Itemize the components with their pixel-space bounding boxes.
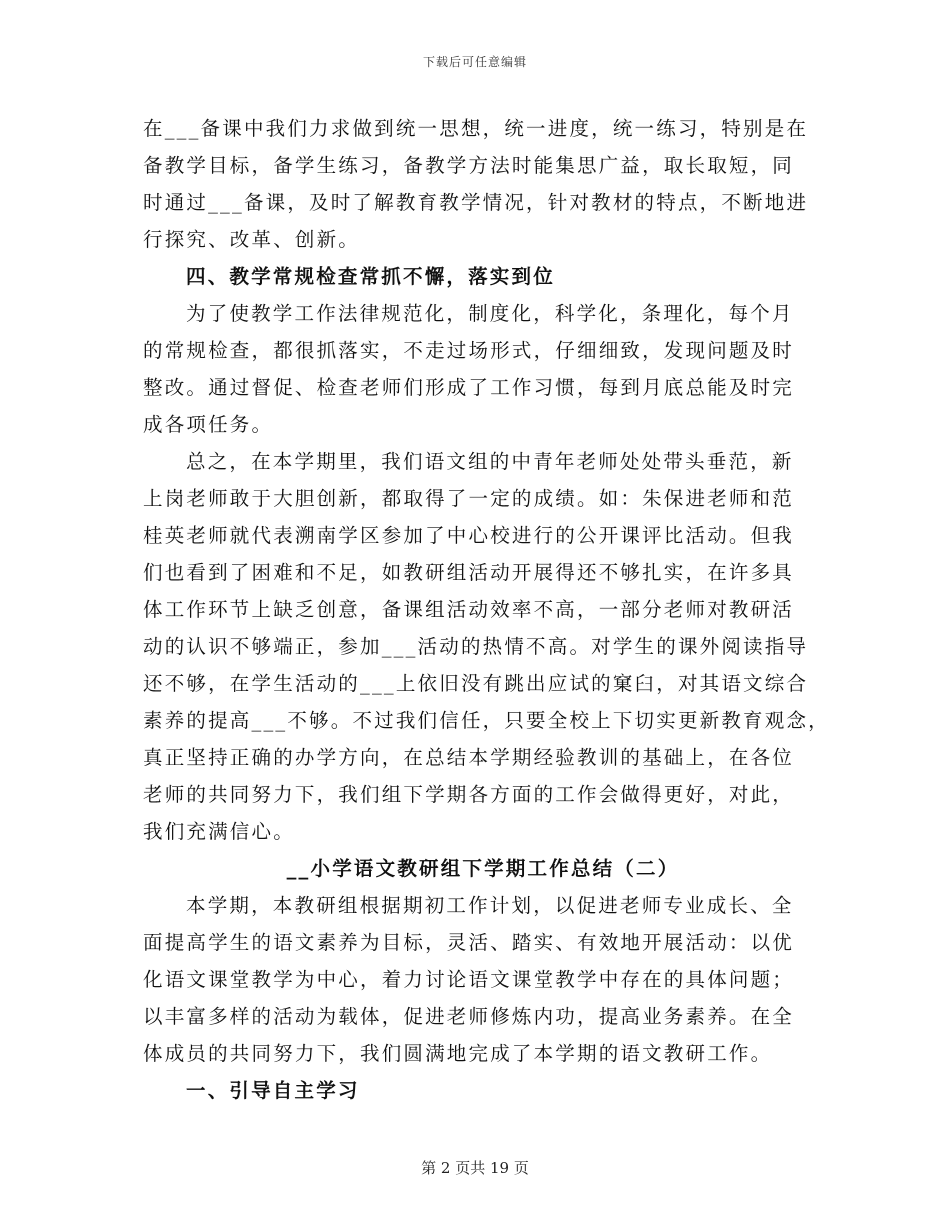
paragraph-line: 化语文课堂教学为中心，着力讨论语文课堂教学中存在的具体问题； [143, 968, 795, 991]
paragraph-line: 体成员的共同努力下，我们圆满地完成了本学期的语文教研工作。 [143, 1042, 773, 1065]
document-body [143, 110, 830, 1109]
paragraph-line: 时通过___备课，及时了解教育教学情况，针对教材的特点，不断地进 [143, 191, 809, 214]
paragraph-line: 真正坚持正确的办学方向，在总结本学期经验教训的基础上，在各位 [143, 746, 795, 769]
paragraph-line: 上岗老师敢于大胆创新，都取得了一定的成绩。如：朱保进老师和范 [143, 487, 795, 510]
paragraph-line: 本学期，本教研组根据期初工作计划，以促进老师专业成长、全 [186, 894, 794, 917]
paragraph-line: 为了使教学工作法律规范化，制度化，科学化，条理化，每个月 [186, 302, 794, 325]
paragraph-line: 以丰富多样的活动为载体，促进老师修炼内功，提高业务素养。在全 [143, 1005, 795, 1028]
paragraph-line: 整改。通过督促、检查老师们形成了工作习惯，每到月底总能及时完 [143, 376, 795, 399]
paragraph-line: 动的认识不够端正，参加___活动的热情不高。对学生的课外阅读指导 [143, 635, 809, 658]
page-header: 下载后可任意编辑 [422, 55, 527, 69]
paragraph-line: 素养的提高___不够。不过我们信任，只要全校上下切实更新教育观念， [143, 709, 830, 732]
paragraph-line: 们也看到了困难和不足，如教研组活动开展得还不够扎实，在许多具 [143, 561, 795, 584]
paragraph-line: 老师的共同努力下，我们组下学期各方面的工作会做得更好，对此， [143, 783, 795, 806]
paragraph-line: 行探究、改革、创新。 [143, 228, 361, 251]
section-heading: 四、教学常规检查常抓不懈，落实到位 [186, 265, 555, 288]
paragraph-line: 在___备课中我们力求做到统一思想，统一进度，统一练习，特别是在 [143, 117, 809, 140]
paragraph-line: 总之，在本学期里，我们语文组的中青年老师处处带头垂范，新 [186, 450, 794, 473]
paragraph-line: 面提高学生的语文素养为目标，灵活、踏实、有效地开展活动：以优 [143, 931, 795, 954]
paragraph-line: 成各项任务。 [143, 413, 274, 436]
paragraph-line: 体工作环节上缺乏创意，备课组活动效率不高，一部分老师对教研活 [143, 598, 795, 621]
paragraph-line: 的常规检查，都很抓落实，不走过场形式，仔细细致，发现问题及时 [143, 339, 795, 362]
paragraph-line: 还不够，在学生活动的___上依旧没有跳出应试的窠臼，对其语文综合 [143, 672, 809, 695]
paragraph-line: 桂英老师就代表溯南学区参加了中心校进行的公开课评比活动。但我 [143, 524, 795, 547]
paragraph-line: 我们充满信心。 [143, 820, 295, 843]
page-footer: 第 2 页共 19 页 [421, 1159, 529, 1177]
section-title: __小学语文教研组下学期工作总结（二） [286, 857, 680, 880]
paragraph-line: 备教学目标，备学生练习，备教学方法时能集思广益，取长取短，同 [143, 154, 795, 177]
section-heading: 一、引导自主学习 [186, 1079, 360, 1102]
